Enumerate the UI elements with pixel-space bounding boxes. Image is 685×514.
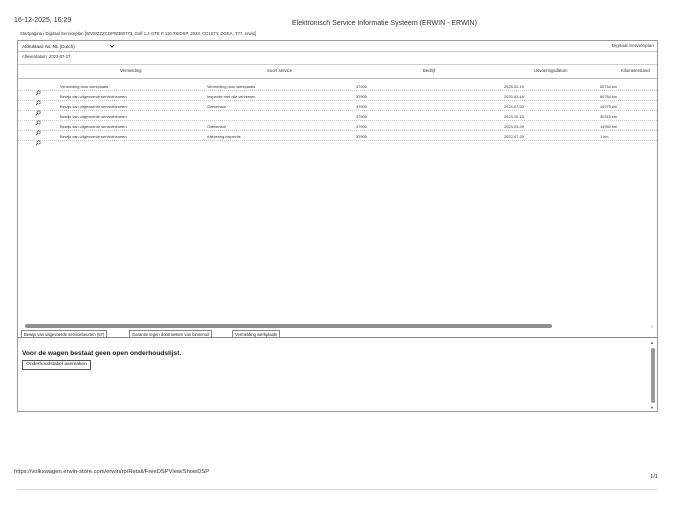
cell-service-type: Olieservice [207, 123, 227, 129]
cell-description: Bewijs van uitgevoerde servicebeurten [60, 133, 127, 139]
cell-execution-date: 2024-07-03 [504, 103, 524, 109]
cell-service-type: Vermelding door werkplaats [207, 83, 256, 89]
magnifier-icon[interactable] [35, 103, 41, 109]
tab-workshop-note[interactable]: Vermelding werkplaats [232, 330, 280, 338]
table-row[interactable] [18, 81, 657, 91]
print-language-select[interactable]: Afdruktaal: NL-NL (Dutch) [22, 44, 75, 49]
col-execution-date[interactable]: Uitvoeringsdatum [534, 68, 568, 73]
cell-execution-date: 2023-10-13 [504, 113, 524, 119]
cell-mileage: 1 km [600, 133, 609, 139]
print-date: 16-12-2025, 16:29 [14, 17, 72, 24]
cell-company: 37905 [356, 113, 367, 119]
cell-mileage: 14950 km [600, 123, 618, 129]
cell-description: Bewijs van uitgevoerde servicebeurten [60, 93, 127, 99]
magnifier-icon[interactable] [35, 83, 41, 89]
cell-mileage: 30315 km [600, 113, 618, 119]
cell-description: Vermelding door werkplaats [60, 83, 109, 89]
cell-mileage: 60754 km [600, 93, 618, 99]
bottom-rule [17, 489, 657, 490]
chevron-down-icon[interactable] [109, 43, 115, 49]
cell-company: 37905 [356, 123, 367, 129]
cell-company: 37905 [356, 93, 367, 99]
magnifier-icon[interactable] [35, 113, 41, 119]
scroll-right-icon[interactable]: › [651, 324, 653, 330]
col-description[interactable]: Vermelding [120, 68, 142, 73]
tab-service-proof[interactable]: Bewijs van uitgevoerde servicebeurten (57) [21, 330, 107, 338]
magnifier-icon[interactable] [35, 93, 41, 99]
col-mileage[interactable]: Kilometerstand [621, 68, 650, 73]
page-number: 1/1 [650, 474, 659, 480]
cell-execution-date: 2022-07-20 [504, 133, 524, 139]
cell-execution-date: 2025-02-19 [504, 83, 524, 89]
cell-execution-date: 2023-03-09 [504, 123, 524, 129]
print-title: Elektronisch Service Informatie Systeem (ERWIN - ERWIN) [292, 20, 477, 27]
magnifier-icon[interactable] [35, 123, 41, 129]
cell-service-type: Olieservice [207, 103, 227, 109]
vertical-scroll-thumb[interactable] [651, 348, 655, 403]
cell-description: Bewijs van uitgevoerde servicebeurten [60, 113, 127, 119]
cell-description: Bewijs van uitgevoerde servicebeurten [60, 123, 127, 129]
horizontal-scroll-thumb[interactable] [25, 324, 552, 328]
scroll-up-icon[interactable]: ▲ [650, 340, 654, 345]
print-url: https://volkswagen.erwin-store.com/erwin/rp/Retail/FreeDSPView/ShowDSP [14, 469, 210, 475]
cell-company: 37905 [356, 103, 367, 109]
no-maintenance-message: Voor de wagen bestaat geen open onderhoudslijst. [22, 350, 182, 357]
create-maintenance-table-button[interactable]: Onderhoudstabel aanmaken [22, 360, 91, 370]
breadcrumb[interactable]: Startpagina / Digitaal Serviceplan [WVWZZZCDPW380773, Golf 1.4 GTE P 110 TSIDSP, 2023, CD16TY, DGEA, T77, erwin] [20, 31, 257, 36]
cell-mileage: 44975 km [600, 103, 618, 109]
col-service-type[interactable]: Soort service [267, 68, 293, 73]
cell-description: Bewijs van uitgevoerde servicebeurten [60, 103, 127, 109]
cell-company: 37905 [356, 133, 367, 139]
col-company[interactable]: Bedrijf [423, 68, 436, 73]
cell-service-type: Aflevering inspectie [207, 133, 241, 139]
magnifier-icon[interactable] [35, 133, 41, 139]
cell-service-type: Inspectie met olie verversen [207, 93, 256, 99]
cell-mileage: 60754 km [600, 83, 618, 89]
digital-serviceplan-label: Digitaal Serviceplan [611, 44, 654, 49]
cell-execution-date: 2025-02-19 [504, 93, 524, 99]
scroll-down-icon[interactable]: ▼ [650, 405, 654, 410]
tab-rust-warranty[interactable]: Garantie tegen doorroesten van binnenuit [129, 330, 212, 338]
delivery-date: Afleverdatum: 2023-07-27 [22, 54, 71, 59]
tab-divider [18, 337, 657, 338]
cell-company: 37905 [356, 83, 367, 89]
